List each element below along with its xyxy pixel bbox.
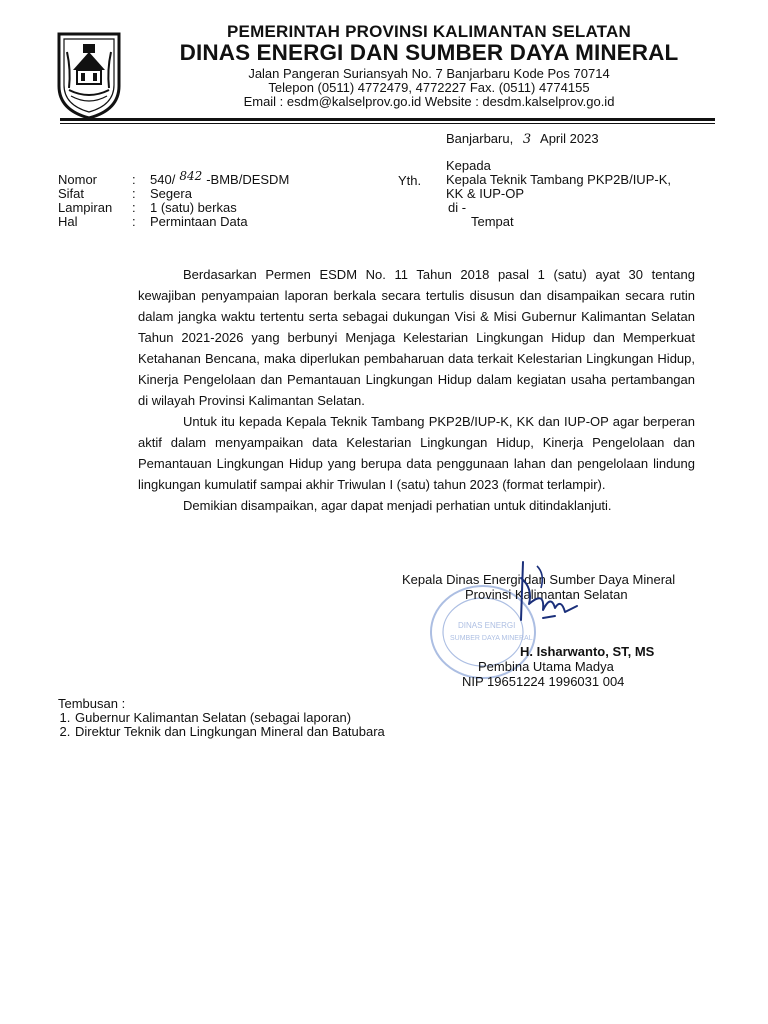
date-day-handwritten: 3	[522, 132, 532, 147]
nomor-prefix: 540/	[150, 172, 176, 187]
recipient-kepada: Kepada	[446, 158, 491, 173]
tembusan-block	[58, 697, 385, 739]
letter-meta	[58, 169, 290, 229]
letterhead-agency: DINAS ENERGI DAN SUMBER DAYA MINERAL	[179, 40, 679, 65]
date-city: Banjarbaru,	[446, 131, 514, 146]
list-item: 1. Gubernur Kalimantan Selatan (sebagai laporan)	[74, 711, 385, 725]
signature-role-line: Provinsi Kalimantan Selatan	[465, 587, 628, 602]
meta-colon: :	[132, 172, 136, 187]
meta-value	[150, 169, 290, 187]
date-month-year: April 2023	[540, 131, 599, 146]
signature-role-line: Kepala Dinas Energi dan Sumber Daya Mineral	[402, 572, 676, 587]
stamp-text: SUMBER DAYA MINERAL	[450, 635, 533, 642]
letterhead-contact: Email : esdm@kalselprov.go.id Website : desdm.kalselprov.go.id	[243, 94, 615, 109]
meta-value: Permintaan Data	[150, 214, 248, 229]
letterhead-government: PEMERINTAH PROVINSI KALIMANTAN SELATAN	[227, 22, 631, 41]
letterhead-rule	[60, 118, 715, 121]
letterhead-rule-thin	[60, 123, 715, 124]
meta-row-lampiran	[58, 201, 289, 215]
letterhead-phone: Telepon (0511) 4772479, 4772227 Fax. (0511) 4774155	[268, 80, 590, 95]
nomor-handwritten: 842	[179, 169, 203, 183]
meta-row-nomor	[58, 169, 290, 187]
recipient-di: di -	[448, 200, 467, 215]
letter-body	[138, 264, 695, 516]
meta-colon: :	[132, 200, 136, 215]
meta-colon: :	[132, 214, 136, 229]
meta-label: Nomor	[58, 172, 98, 187]
meta-label: Hal	[58, 214, 78, 229]
letter-date	[446, 131, 599, 147]
meta-value: Segera	[150, 186, 192, 201]
nomor-suffix: -BMB/DESDM	[206, 172, 290, 187]
signatory-rank: Pembina Utama Madya	[478, 659, 614, 674]
list-item: 2. Direktur Teknik dan Lingkungan Mineral dan Batubara	[74, 725, 385, 739]
handwritten-signature-icon	[485, 558, 585, 638]
meta-colon: :	[132, 186, 136, 201]
meta-label: Sifat	[58, 186, 85, 201]
meta-row-hal	[58, 215, 289, 229]
signatory-name: H. Isharwanto, ST, MS	[520, 644, 655, 659]
body-paragraph: Untuk itu kepada Kepala Teknik Tambang PKP2B/IUP-K, KK dan IUP-OP agar berperan aktif dalam menyampaikan data Kelestarian Lingkungan Hidup, Kinerja Pengelolaan dan Pemantauan Lingkungan Hidup yang berupa data penggunaan lahan dan pengelolaan lindung lingkungan kumulatif sampai akhir Triwulan I (satu) tahun 2023 (format terlampir).	[138, 414, 695, 492]
tembusan-title: Tembusan :	[58, 696, 126, 711]
body-paragraph: Demikian disampaikan, agar dapat menjadi perhatian untuk ditindaklanjuti.	[183, 498, 612, 513]
recipient-address	[446, 173, 726, 229]
stamp-text: DINAS ENERGI	[458, 621, 516, 630]
recipient-line: KK & IUP-OP	[446, 186, 525, 201]
recipient-line: Kepala Teknik Tambang PKP2B/IUP-K,	[446, 172, 671, 187]
body-paragraph: Berdasarkan Permen ESDM No. 11 Tahun 2018 pasal 1 (satu) ayat 30 tentang kewajiban penyampaian laporan berkala secara tertulis disusun dan disampaikan secara rutin dalam jangka waktu tertentu serta sebagai dukungan Visi & Misi Gubernur Kalimantan Selatan Tahun 2021-2026 yang berbunyi Menjaga Kelestarian Lingkungan Hidup dan Memperkuat Ketahanan Bencana, maka diperlukan pembaharuan data terkait Kelestarian Lingkungan Hidup, Kinerja Pengelolaan dan Pemantauan Lingkungan Hidup dalam kegiatan usaha pertambangan di wilayah Provinsi Kalimantan Selatan.	[138, 267, 695, 408]
meta-label: Lampiran	[58, 200, 113, 215]
signatory-nip: NIP 19651224 1996031 004	[462, 674, 625, 689]
letterhead-address: Jalan Pangeran Suriansyah No. 7 Banjarbaru Kode Pos 70714	[248, 66, 610, 81]
meta-value: 1 (satu) berkas	[150, 200, 237, 215]
recipient-tempat: Tempat	[471, 214, 514, 229]
recipient-yth: Yth.	[398, 173, 422, 188]
meta-row-sifat	[58, 187, 289, 201]
tembusan-list	[58, 711, 385, 739]
